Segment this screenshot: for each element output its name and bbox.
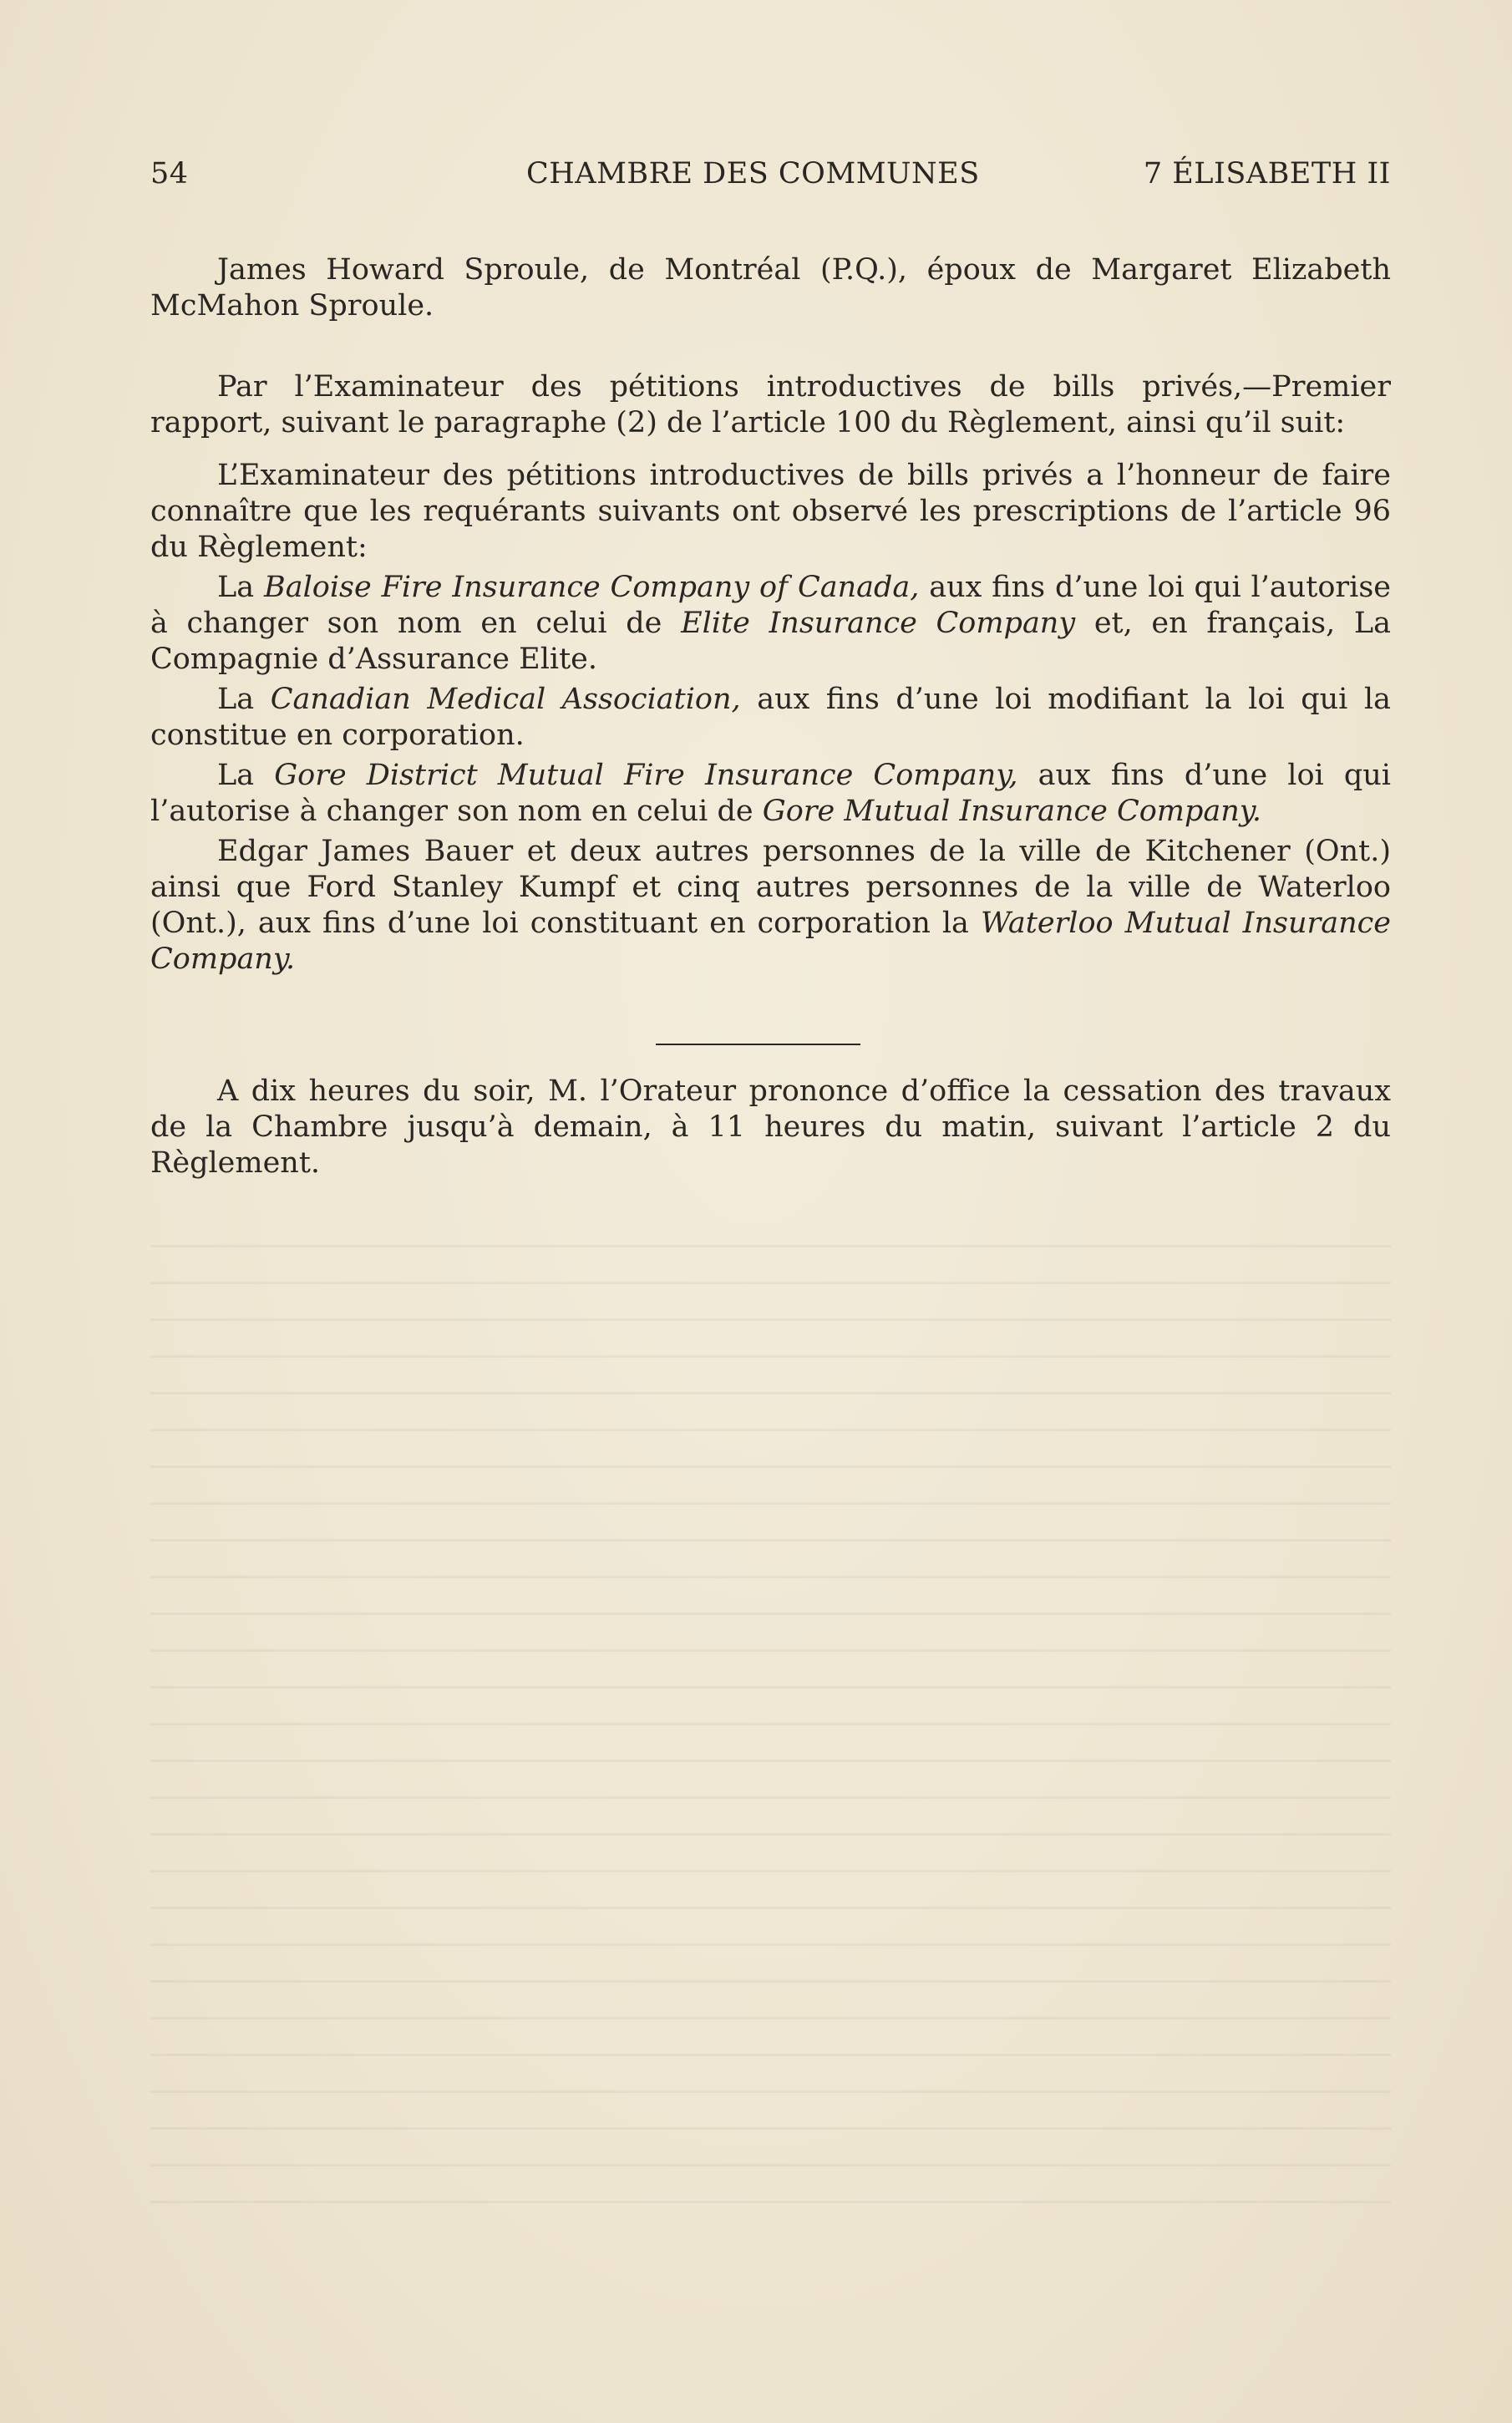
company-name: Canadian Medical Association, [270,683,741,716]
company-name: Gore Mutual Insurance Company. [762,795,1262,828]
text-segment: aux fins d’une loi modifiant la loi qui la constitue en corporation. [150,683,1391,752]
running-title: CHAMBRE DES COMMUNES [526,157,980,190]
text-segment: La [217,759,275,792]
paragraph-adjournment: A dix heures du soir, M. l’Orateur prononce d’office la cessation des travaux de la Chambre jusqu’à demain, à 11 heures du matin, suivant l’article 2 du Règlement. [150,1074,1391,1180]
paragraph-cma [150,682,1391,754]
page-header [150,157,1391,199]
text-segment: aux fins d’une loi qui l’autorise à changer son nom en celui de [150,571,1392,640]
paragraph-examiner-report: Par l’Examinateur des pétitions introductives de bills privés,—Premier rapport, suivant le paragraphe (2) de l’article 100 du Règlement, ainsi qu’il suit: [150,370,1391,439]
company-name: Baloise Fire Insurance Company of Canada, [263,571,920,604]
paragraph-examiner-notice: L’Examinateur des pétitions introductives de bills privés a l’honneur de faire connaître que les requérants suivants ont observé les prescriptions de l’article 96 du Règlement: [150,459,1391,564]
paragraph-baloise [150,570,1391,678]
paragraph-waterloo [150,834,1391,978]
paragraph-gore [150,758,1391,830]
paragraph-sproule: James Howard Sproule, de Montréal (P.Q.), époux de Margaret Elizabeth McMahon Sproule. [150,253,1391,323]
company-name: Elite Insurance Company [681,607,1076,640]
show-through-bleed [150,1220,1391,2222]
closing-text [150,1074,1391,1181]
company-name: Gore District Mutual Fire Insurance Company, [274,759,1018,792]
text-segment: aux fins d’une loi qui l’autorise à changer son nom en celui de [150,759,1391,828]
reign-year: 7 ÉLISABETH II [1143,157,1391,190]
main-text [150,252,1391,978]
section-divider [656,1044,860,1045]
text-segment: et, en français, La Compagnie d’Assurance Elite. [150,607,1391,676]
page-number: 54 [150,157,189,190]
text-segment: La [217,571,264,604]
text-segment: La [217,683,271,716]
text-segment: Edgar James Bauer et deux autres personnes de la ville de Kitchener (Ont.) ainsi que Ford Stanley Kumpf et cinq autres personnes de la ville de Waterloo (Ont.), aux fins d’une loi constituant en corporation la [150,835,1391,940]
company-name: Waterloo Mutual Insurance Company. [150,907,1391,976]
